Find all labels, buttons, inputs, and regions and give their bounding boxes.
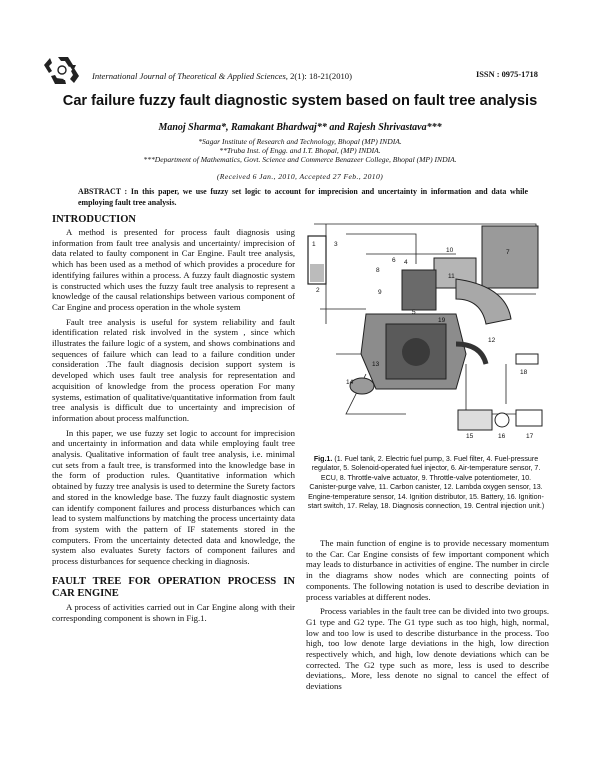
fig-label-16: 16 (498, 433, 506, 440)
journal-pages: 18-21(2010) (308, 71, 352, 81)
fault-tree-heading: FAULT TREE FOR OPERATION PROCESS IN CAR ENGINE (52, 575, 295, 599)
right-column (306, 538, 549, 692)
fig-label-2: 2 (316, 287, 320, 294)
abstract-label: ABSTRACT : (78, 187, 128, 196)
left-column (52, 214, 295, 623)
affiliation-1: *Sagar Institute of Research and Technology, Bhopal (MP) INDIA. (198, 137, 402, 146)
abstract (78, 186, 528, 208)
affiliation-3: ***Department of Mathematics, Govt. Science and Commerce Benazeer College, Bhopal (MP) INDIA. (143, 155, 457, 164)
abstract-text: In this paper, we use fuzzy set logic to account for imprecision and uncertainty in information and data while employing fault tree analysis. (78, 187, 528, 207)
figure-caption-text: (1. Fuel tank, 2. Electric fuel pump, 3. Fuel filter, 4. Fuel-pressure regulator, 5. Solenoid-operated fuel injector, 6. Air-temperature sensor, 7. ECU, 8. Throttle-valve actuator, 9. Throttle-valve potentiometer, 10. Canister-purge valve, 11. Carbon canister, 12. Lambda oxygen sensor, 13. Engine-temperature sensor, 14. Ignition distributor, 15. Battery, 16. Ignition-start switch, 17. Relay, 18. Diagnosis connection, 19. Central injection unit.) (307, 455, 545, 511)
fig-label-3: 3 (334, 241, 338, 248)
fig-label-8: 8 (376, 267, 380, 274)
fault-tree-paragraph-1: A process of activities carried out in Car Engine along with their corresponding component is shown in Fig.1. (52, 601, 295, 623)
journal-volume: 2(1): (290, 71, 307, 81)
journal-name: International Journal of Theoretical & Applied Sciences, (92, 71, 288, 81)
fig-label-10: 10 (446, 247, 454, 254)
fig-label-18: 18 (520, 369, 528, 376)
fig-label-17: 17 (526, 433, 534, 440)
right-paragraph-1: The main function of engine is to provide necessary momentum to the Car. Car Engine consists of few important component which may leads to disturbance in activities of engine. The number in circle in the diagrams show nodes which are connecting points of components. The following notation is used to describe deviation in process variables at different nodes. (306, 538, 549, 602)
figure-label: Fig.1. (313, 455, 333, 463)
fig-label-6: 6 (392, 257, 396, 264)
engine-system-diagram (306, 214, 546, 450)
intro-paragraph-2: Fault tree analysis is useful for system reliability and fault identification related risk involved in the system , since which illustrates the failure logic of a system, and shows combinations and sequences of failure which can lead to a failure condition under consideration .The fault diagnosis decision support system is developed which uses fault tree analysis for representation and acquisition of knowledge from the process operation For many systems, estimation of qualitative/quantitative information from fault tree analysis is difficult due to uncertainty and imprecision of information about process malfunction. (52, 316, 295, 423)
fig-label-13: 13 (372, 361, 380, 368)
intro-paragraph-3: In this paper, we use fuzzy set logic to account for imprecision and uncertainty in information and data while employing fault tree analysis. Qualitative information of fault tree analysis, i.e. minimal cut sets from a fault tree, is transformed into the knowledge base in the form of production rules. Quantitative information which obtained by fuzzy tree analysis is used to determine the Surety factors and stored in the knowledge base. The fuzzy fault diagnostic system can identify component failures and process disturbances which can lead to system malfunctions by matching the process uncertainty data from system with the pattern of IF statements stored in the computers. From the uncertainty detected data and knowledge, the system also evaluates Surety factors of component failures and process disturbances for sequence checking in diagnosis. (52, 427, 295, 567)
fig-label-12: 12 (488, 337, 496, 344)
fig-label-1: 1 (312, 241, 316, 248)
recycle-logo-icon (38, 55, 88, 85)
fig-label-5: 5 (412, 309, 416, 316)
intro-paragraph-1: A method is presented for process fault diagnosis using information from fault tree analysis and uncertainty/ imprecision of data related to faulty component in Car Engine. Fault tree analysis, which has been used as a method of which provides a procedure for identifying failures within a process. A fuzzy fault diagnostic system is constructed which uses the fuzzy fault tree analysis to represent a knowledge of the causal relationships between various component of Car Engine and process operation in the whole system (52, 227, 295, 312)
fig-label-19: 19 (438, 317, 446, 324)
paper-title: Car failure fuzzy fault diagnostic system based on fault tree analysis (62, 93, 538, 109)
fig-label-7: 7 (506, 249, 510, 256)
fig-label-14: 14 (346, 379, 354, 386)
introduction-heading: INTRODUCTION (52, 214, 137, 225)
affiliation-2: **Truba Inst. of Engg. and I.T. Bhopal, (MP) INDIA. (219, 146, 381, 155)
received-dates: (Received 6 Jan., 2010, Accepted 27 Feb., 2010) (216, 172, 384, 181)
fig-label-4: 4 (404, 259, 408, 266)
issn-number: ISSN : 0975-1718 (476, 70, 538, 79)
right-paragraph-2: Process variables in the fault tree can be divided into two groups. G1 type and G2 type. The G1 type such as too high, high, normal, low and too low is used to describe disturbance in the process. Too high, too low denote large deviations in the high, low direction respectively which, and high, low denote deviations which can be corrected. The G2 type such as more, less is used to describe deviations,. More, less denote no signal to cancel the effect of deviations (306, 606, 549, 692)
fig-label-9: 9 (378, 289, 382, 296)
author-list: Manoj Sharma*, Ramakant Bhardwaj** and Rajesh Shrivastava*** (158, 122, 442, 133)
figure-caption (306, 455, 546, 511)
fig-label-15: 15 (466, 433, 474, 440)
fig-label-11: 11 (448, 273, 455, 280)
journal-header (92, 71, 352, 81)
